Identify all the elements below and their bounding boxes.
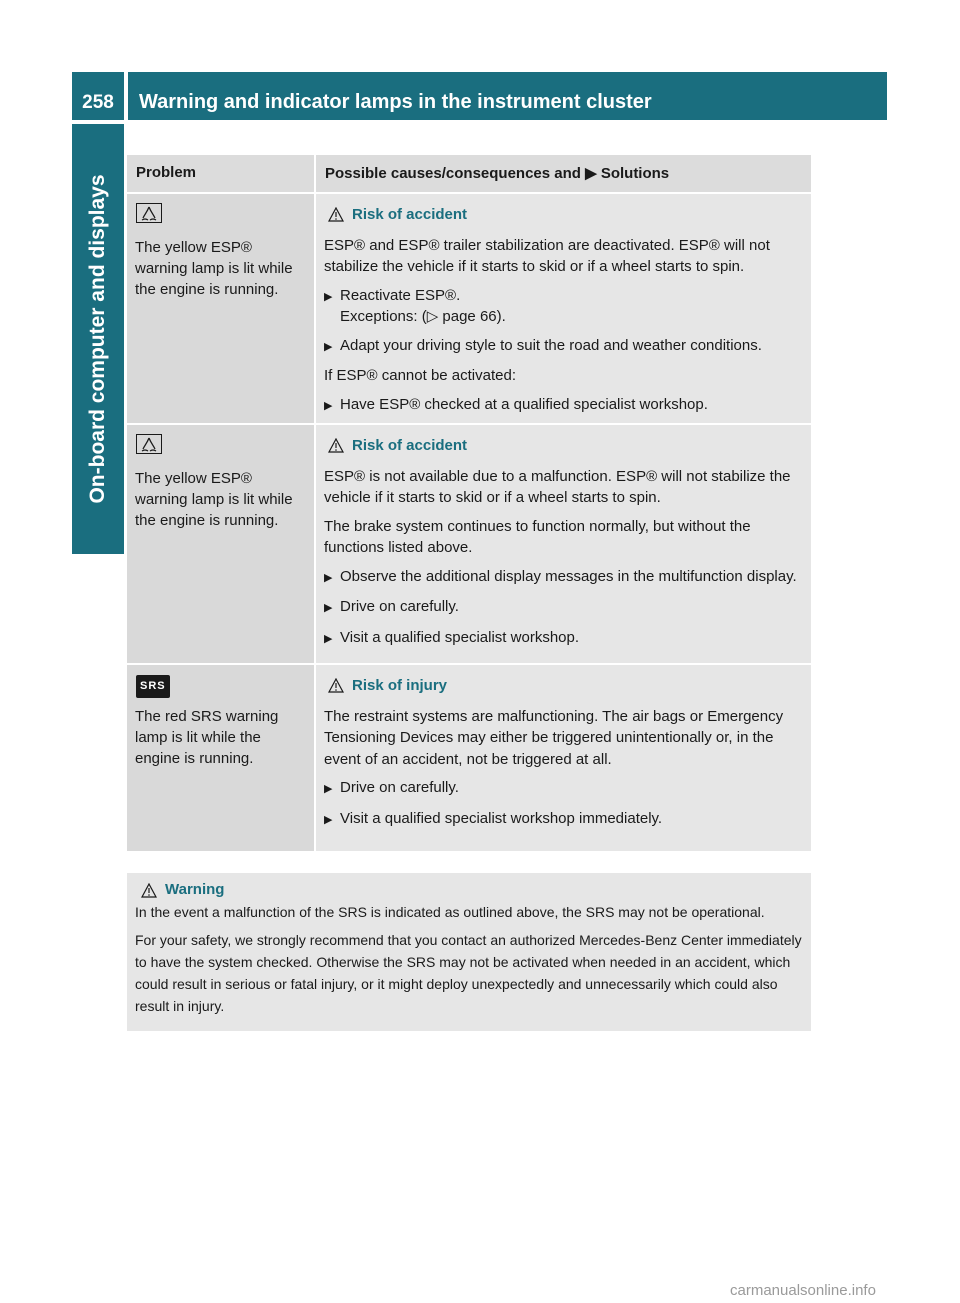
problem-cell <box>127 194 314 423</box>
step-text: Drive on carefully. <box>340 598 459 615</box>
risk-label: Risk of injury <box>352 677 448 694</box>
step-text: Observe the additional display messages in the multifunction display. <box>340 567 797 585</box>
step-arrow-icon: ▶ <box>324 340 333 353</box>
step-text: Have ESP® checked at a qualified specialist workshop. <box>340 395 708 413</box>
table-row <box>127 192 811 423</box>
problem-text: The yellow ESP® warning lamp is lit while the engine is running. <box>135 470 293 529</box>
solution-cell <box>314 665 811 851</box>
warning-triangle-icon <box>141 883 157 898</box>
solution-step <box>324 335 805 359</box>
solution-step <box>324 808 805 832</box>
warning-lamp-table <box>127 155 811 851</box>
problem-cell <box>127 425 314 663</box>
step-text: Adapt your driving style to suit the road and weather conditions. <box>340 336 762 354</box>
esp-warning-lamp-icon <box>136 203 162 229</box>
risk-heading <box>328 675 805 697</box>
problem-text: The red SRS warning lamp is lit while the engine is running. <box>135 708 279 767</box>
page-number: 258 <box>72 72 124 120</box>
footer-watermark: carmanualsonline.info <box>730 1282 876 1299</box>
step-arrow-icon: ▶ <box>324 399 333 412</box>
step-arrow-icon: ▶ <box>324 290 333 303</box>
solution-step <box>324 596 805 620</box>
side-tab-label: On-board computer and displays <box>86 174 109 504</box>
risk-heading <box>328 204 805 226</box>
cause-text: The restraint systems are malfunctioning. The air bags or Emergency Tensioning Devices may either be triggered unintentionally or, in the event of an accident, not be triggered at all. <box>324 707 784 768</box>
warning-title: Warning <box>165 881 225 898</box>
cause-text: ESP® is not available due to a malfunction. ESP® will not stabilize the vehicle if it starts to skid or if a wheel starts to spin. <box>324 467 791 506</box>
srs-warning-lamp-icon: SRS <box>136 675 170 698</box>
solution-cell <box>314 425 811 663</box>
warning-text: In the event a malfunction of the SRS is indicated as outlined above, the SRS may not be operational. <box>135 904 765 920</box>
step-arrow-icon: ▶ <box>324 571 333 584</box>
warning-text: For your safety, we strongly recommend that you contact an authorized Mercedes-Benz Center immediately to have the system checked. Otherwise the SRS may not be activated when needed in an accident, which could result in serious or fatal injury, or it might deploy unexpectedly and unnecessarily which could also result in injury. <box>135 932 802 1014</box>
step-arrow-icon: ▶ <box>324 632 333 645</box>
table-row <box>127 423 811 663</box>
step-arrow-icon: ▶ <box>324 602 333 614</box>
condition-text: If ESP® cannot be activated: <box>324 367 516 384</box>
solution-cell <box>314 194 811 423</box>
step-text: Reactivate ESP®. <box>340 286 461 304</box>
risk-heading <box>328 435 805 457</box>
page-title: Warning and indicator lamps in the instrument cluster <box>128 72 887 120</box>
step-text: Visit a qualified specialist workshop. <box>340 628 580 646</box>
step-text: Visit a qualified specialist workshop immediately. <box>340 809 663 827</box>
col-header-problem: Problem <box>136 164 197 181</box>
side-strip <box>72 558 124 1303</box>
warning-triangle-icon <box>328 207 344 222</box>
solution-step <box>324 627 805 651</box>
solution-step <box>324 566 805 590</box>
risk-label: Risk of accident <box>352 437 468 454</box>
solution-step <box>324 777 805 801</box>
consequence-text: The brake system continues to function normally, but without the functions listed above. <box>324 517 751 556</box>
warning-triangle-icon <box>328 438 344 453</box>
warning-box <box>127 873 811 1031</box>
step-text: Drive on carefully. <box>340 779 459 796</box>
cause-text: ESP® and ESP® trailer stabilization are deactivated. ESP® will not stabilize the vehicle if it starts to skid or if a wheel starts to spin. <box>324 236 770 275</box>
col-header-solutions: Possible causes/consequences and ▶ Solutions <box>314 155 811 192</box>
step-exception-text: Exceptions: (▷ page 66). <box>340 308 506 325</box>
esp-warning-lamp-icon <box>136 434 162 460</box>
solution-step <box>324 394 805 418</box>
table-header <box>127 155 811 192</box>
risk-label: Risk of accident <box>352 206 468 223</box>
problem-text: The yellow ESP® warning lamp is lit while the engine is running. <box>135 239 293 298</box>
warning-triangle-icon <box>328 678 344 693</box>
solution-step <box>324 285 805 328</box>
table-row <box>127 663 811 851</box>
warning-heading <box>141 879 805 901</box>
step-arrow-icon: ▶ <box>324 813 333 826</box>
problem-cell <box>127 665 314 851</box>
step-arrow-icon: ▶ <box>324 783 333 795</box>
